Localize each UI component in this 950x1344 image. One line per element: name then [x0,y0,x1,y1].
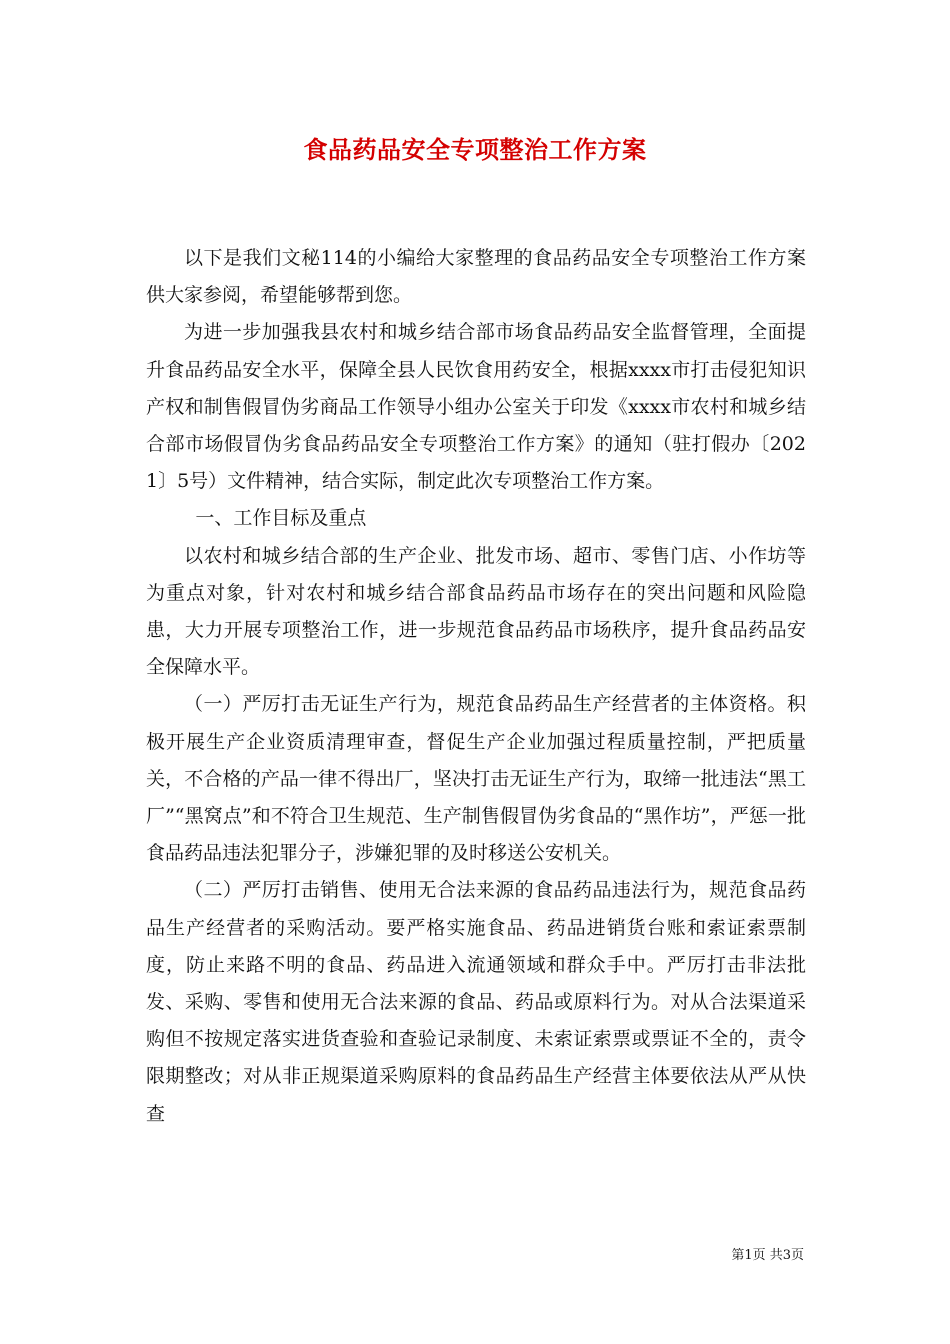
paragraph-item-2: （二）严厉打击销售、使用无合法来源的食品药品违法行为，规范食品药品生产经营者的采购活动。要严格实施食品、药品进销货台账和索证索票制度，防止来路不明的食品、药品进入流通领域和群众手中。严厉打击非法批发、采购、零售和使用无合法来源的食品、药品或原料行为。对从合法渠道采购但不按规定落实进货查验和查验记录制度、未索证索票或票证不全的，责令限期整改；对从非正规渠道采购原料的食品药品生产经营主体要依法从严从快查 [146,879,806,1125]
page-number: 第1页 共3页 [731,1248,804,1263]
section-heading: 一、工作目标及重点 [195,507,367,530]
document-body [146,240,806,1133]
paragraph-item-1: （一）严厉打击无证生产行为，规范食品药品生产经营者的主体资格。积极开展生产企业资质清理审查，督促生产企业加强过程质量控制，严把质量关，不合格的产品一律不得出厂，坚决打击无证生产行为，取缔一批违法“黑工厂”“黑窝点”和不符合卫生规范、生产制售假冒伪劣食品的“黑作坊”，严惩一批食品药品违法犯罪分子，涉嫌犯罪的及时移送公安机关。 [146,693,806,865]
document-title: 食品药品安全专项整治工作方案 [303,135,647,164]
paragraph-intro: 以下是我们文秘114的小编给大家整理的食品药品安全专项整治工作方案供大家参阅，希望能够帮到您。 [146,247,806,307]
paragraph-goals: 以农村和城乡结合部的生产企业、批发市场、超市、零售门店、小作坊等为重点对象，针对农村和城乡结合部食品药品市场存在的突出问题和风险隐患，大力开展专项整治工作，进一步规范食品药品市场秩序，提升食品药品安全保障水平。 [146,544,806,679]
paragraph-basis: 为进一步加强我县农村和城乡结合部市场食品药品安全监督管理，全面提升食品药品安全水平，保障全县人民饮食用药安全，根据xxxx市打击侵犯知识产权和制售假冒伪劣商品工作领导小组办公室关于印发《xxxx市农村和城乡结合部市场假冒伪劣食品药品安全专项整治工作方案》的通知（驻打假办〔2021〕5号）文件精神，结合实际，制定此次专项整治工作方案。 [146,321,806,493]
